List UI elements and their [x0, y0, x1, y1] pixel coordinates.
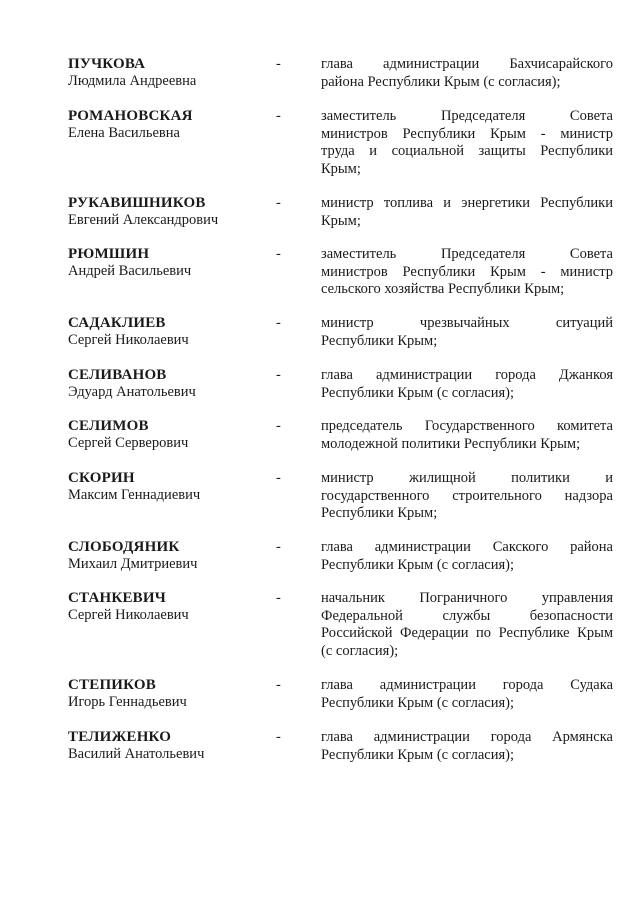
surname: РУКАВИШНИКОВ — [68, 195, 206, 211]
surname: ТЕЛИЖЕНКО — [68, 729, 172, 745]
position-text — [321, 367, 613, 402]
person-name — [68, 539, 268, 573]
position-text — [321, 108, 613, 178]
position-line: молодежной политики Республики Крым; — [321, 435, 581, 452]
dash-separator: - — [276, 367, 281, 383]
surname: САДАКЛИЕВ — [68, 315, 166, 331]
position-line: Республики Крым (с согласия); — [321, 384, 515, 401]
position-line: начальник Пограничного управления — [321, 590, 613, 606]
surname: СЛОБОДЯНИК — [68, 539, 180, 555]
position-text — [321, 677, 613, 712]
position-line: Республики Крым; — [321, 332, 438, 349]
given-names: Эдуард Анатольевич — [68, 384, 196, 400]
position-line: министр чрезвычайных ситуаций — [321, 315, 613, 331]
person-name — [68, 108, 268, 142]
surname: СЕЛИВАНОВ — [68, 367, 167, 383]
position-line: Федеральной службы безопасности — [321, 607, 613, 624]
position-line: труда и социальной защиты Республики — [321, 143, 613, 159]
position-line: Республики Крым (с согласия); — [321, 694, 515, 711]
position-text — [321, 729, 613, 764]
person-name — [68, 590, 268, 624]
dash-separator: - — [276, 315, 281, 331]
position-line: заместитель Председателя Совета — [321, 246, 613, 262]
given-names: Василий Анатольевич — [68, 746, 205, 762]
given-names: Андрей Васильевич — [68, 263, 192, 279]
position-line: Республики Крым (с согласия); — [321, 556, 515, 573]
position-line: Республики Крым; — [321, 505, 438, 521]
dash-separator: - — [276, 418, 281, 434]
given-names: Евгений Александрович — [68, 212, 219, 228]
position-line: глава администрации города Джанкоя — [321, 367, 613, 383]
dash-separator: - — [276, 195, 281, 211]
position-line: государственного строительного надзора — [321, 487, 613, 504]
position-line: района Республики Крым (с согласия); — [321, 73, 561, 90]
person-name — [68, 729, 268, 763]
dash-separator: - — [276, 539, 281, 555]
person-name — [68, 418, 268, 452]
person-name — [68, 470, 268, 504]
position-line: Крым; — [321, 160, 361, 177]
position-line: глава администрации города Судака — [321, 677, 613, 693]
position-line: Крым; — [321, 212, 361, 229]
dash-separator: - — [276, 677, 281, 693]
dash-separator: - — [276, 108, 281, 124]
person-name — [68, 195, 268, 229]
person-name — [68, 677, 268, 711]
position-text — [321, 315, 613, 350]
position-text — [321, 590, 613, 660]
dash-separator: - — [276, 56, 281, 72]
position-line: заместитель Председателя Совета — [321, 108, 613, 124]
position-line: Республики Крым (с согласия); — [321, 746, 515, 763]
position-line: глава администрации Сакского района — [321, 539, 613, 555]
given-names: Сергей Серверович — [68, 435, 189, 451]
position-line: министр топлива и энергетики Республики — [321, 195, 613, 211]
dash-separator: - — [276, 729, 281, 745]
person-name — [68, 315, 268, 349]
position-line: министров Республики Крым - министр — [321, 263, 613, 280]
position-line: Российской Федерации по Республике Крым — [321, 625, 613, 641]
position-text — [321, 539, 613, 574]
surname: РОМАНОВСКАЯ — [68, 108, 193, 124]
surname: СТЕПИКОВ — [68, 677, 156, 693]
position-line: сельского хозяйства Республики Крым; — [321, 281, 565, 297]
position-line: министров Республики Крым - министр — [321, 125, 613, 142]
position-line: министр жилищной политики и — [321, 470, 613, 486]
given-names: Игорь Геннадьевич — [68, 694, 187, 710]
person-name — [68, 246, 268, 280]
dash-separator: - — [276, 246, 281, 262]
position-text — [321, 246, 613, 299]
given-names: Людмила Андреевна — [68, 73, 197, 89]
given-names: Михаил Дмитриевич — [68, 556, 198, 572]
surname: СЕЛИМОВ — [68, 418, 149, 434]
dash-separator: - — [276, 590, 281, 606]
position-line: председатель Государственного комитета — [321, 418, 613, 434]
position-text — [321, 470, 613, 523]
surname: СКОРИН — [68, 470, 135, 486]
surname: РЮМШИН — [68, 246, 150, 262]
position-text — [321, 56, 613, 91]
surname: СТАНКЕВИЧ — [68, 590, 166, 606]
position-text — [321, 195, 613, 230]
position-text — [321, 418, 613, 453]
given-names: Сергей Николаевич — [68, 607, 189, 623]
person-name — [68, 367, 268, 401]
surname: ПУЧКОВА — [68, 56, 146, 72]
dash-separator: - — [276, 470, 281, 486]
given-names: Елена Васильевна — [68, 125, 180, 141]
person-name — [68, 56, 268, 90]
position-line: (с согласия); — [321, 642, 399, 659]
given-names: Сергей Николаевич — [68, 332, 189, 348]
position-line: глава администрации города Армянска — [321, 729, 613, 745]
given-names: Максим Геннадиевич — [68, 487, 201, 503]
position-line: глава администрации Бахчисарайского — [321, 56, 613, 72]
